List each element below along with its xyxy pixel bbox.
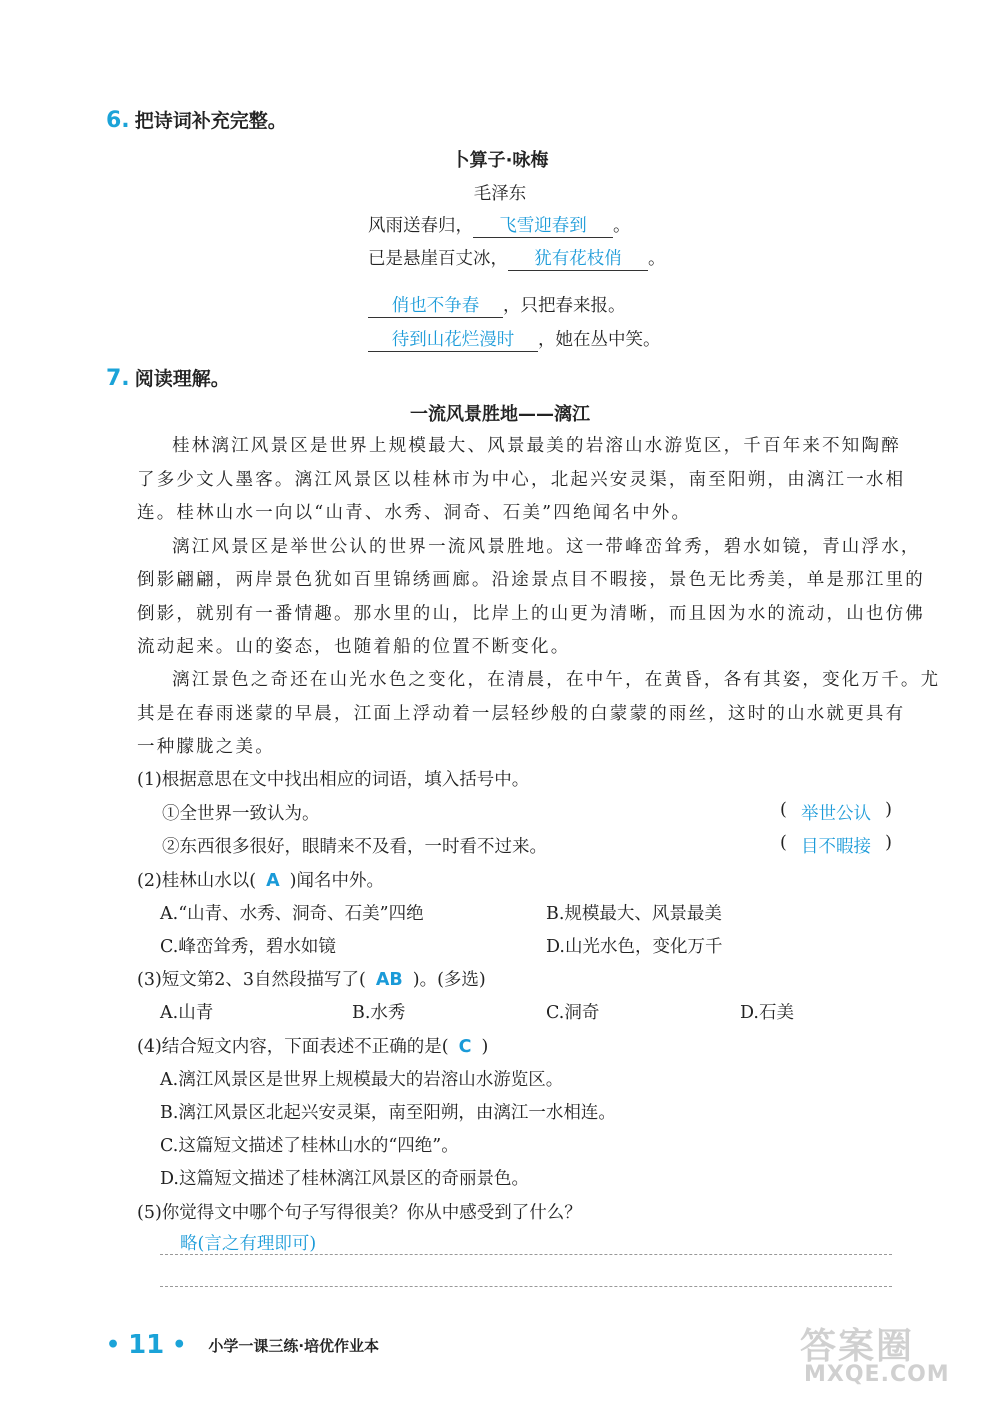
page-footer (106, 1330, 379, 1360)
sub3-answer: AB (375, 970, 403, 990)
poem-line-2: 已是悬崖百丈冰， 犹有花枝俏 。 (368, 245, 666, 271)
q7-header (106, 364, 230, 391)
q6-title: 把诗词补充完整。 (134, 110, 287, 132)
sub2-answer: A (266, 871, 280, 891)
sub1-item-1: ①全世界一致认为。 (162, 804, 320, 824)
passage-line: 流动起来。山的姿态，也随着船的位置不断变化。 (137, 637, 571, 657)
sub4-option-a: A.漓江风景区是世界上规模最大的岩溶山水游览区。 (160, 1070, 564, 1090)
passage-line: 漓江景色之奇还在山光水色之变化，在清晨，在中午，在黄昏，各有其姿，变化万千。尤 (172, 670, 941, 690)
q6-number: 6. (106, 108, 130, 133)
poem-answer-2: 犹有花枝俏 (508, 245, 648, 271)
bullet-icon: • (172, 1332, 187, 1358)
sub4-stem: (4)结合短文内容，下面表述不正确的是( C ) (137, 1037, 489, 1057)
bullet-icon: • (106, 1332, 121, 1358)
watermark-url: MXQE.COM (804, 1362, 950, 1387)
q7-title: 阅读理解。 (134, 368, 230, 390)
sub2-option-b: B.规模最大、风景最美 (546, 904, 722, 924)
poem-line-3: 俏也不争春 ，只把春来报。 (368, 292, 626, 318)
poem-line-1: 风雨送春归， 飞雪迎春到 。 (368, 212, 631, 238)
sub2-stem: (2)桂林山水以( A )闻名中外。 (137, 871, 384, 891)
sub1-stem: (1)根据意思在文中找出相应的词语，填入括号中。 (137, 770, 530, 790)
q6-header (106, 106, 287, 133)
sub1-answer-1-box: ( 举世公认 ) (780, 800, 892, 824)
q7-number: 7. (106, 366, 130, 391)
sub4-answer: C (458, 1037, 472, 1057)
sub3-option-b: B.水秀 (352, 1003, 406, 1023)
poem-answer-4: 待到山花烂漫时 (368, 326, 538, 352)
sub2-option-a: A.“山青、水秀、洞奇、石美”四绝 (160, 904, 424, 924)
sub2-option-d: D.山光水色，变化万千 (546, 937, 723, 957)
answer-line-2 (160, 1286, 892, 1287)
sub4-option-b: B.漓江风景区北起兴安灵渠，南至阳朔，由漓江一水相连。 (160, 1103, 616, 1123)
sub5-stem: (5)你觉得文中哪个句子写得很美？你从中感受到了什么？ (137, 1203, 582, 1223)
sub4-option-d: D.这篇短文描述了桂林漓江风景区的奇丽景色。 (160, 1169, 529, 1189)
sub3-option-c: C.洞奇 (546, 1003, 600, 1023)
sub1-item-2: ②东西很多很好，眼睛来不及看，一时看不过来。 (162, 837, 547, 857)
poem-title: 卜算子·咏梅 (451, 150, 549, 171)
sub4-option-c: C.这篇短文描述了桂林山水的“四绝”。 (160, 1136, 459, 1156)
sub1-answer-2-box: ( 目不暇接 ) (780, 833, 892, 857)
passage-line: 桂林漓江风景区是世界上规模最大、风景最美的岩溶山水游览区，千百年来不知陶醉 (172, 436, 901, 456)
sub3-option-a: A.山青 (160, 1003, 214, 1023)
passage-line: 其是在春雨迷蒙的早晨，江面上浮动着一层轻纱般的白蒙蒙的雨丝，这时的山水就更具有 (137, 704, 906, 724)
page-number: 11 (128, 1330, 165, 1360)
book-title: 小学一课三练·培优作业本 (208, 1336, 380, 1355)
sub5-answer: 略(言之有理即可) (180, 1234, 317, 1254)
passage-line: 一种朦胧之美。 (137, 737, 275, 757)
poem-line-4: 待到山花烂漫时 ，她在丛中笑。 (368, 326, 661, 352)
passage-line: 了多少文人墨客。漓江风景区以桂林市为中心，北起兴安灵渠，南至阳朔，由漓江一水相 (137, 470, 906, 490)
sub1-answer-2: 目不暇接 (801, 837, 871, 857)
passage-line: 倒影翩翩，两岸景色犹如百里锦绣画廊。沿途景点目不暇接，景色无比秀美，单是那江里的 (137, 570, 925, 590)
passage-line: 连。桂林山水一向以“山青、水秀、洞奇、石美”四绝闻名中外。 (137, 503, 692, 523)
answer-line-1 (160, 1230, 892, 1255)
sub1-answer-1: 举世公认 (801, 804, 871, 824)
sub3-option-d: D.石美 (740, 1003, 794, 1023)
poem-answer-3: 俏也不争春 (368, 292, 503, 318)
watermark-logo: 答案圈 (800, 1326, 915, 1367)
passage-title: 一流风景胜地——漓江 (410, 404, 590, 425)
passage-line: 漓江风景区是举世公认的世界一流风景胜地。这一带峰峦耸秀，碧水如镜，青山浮水， (172, 537, 921, 557)
sub2-option-c: C.峰峦耸秀，碧水如镜 (160, 937, 336, 957)
sub3-stem: (3)短文第2、3自然段描写了( AB )。(多选) (137, 970, 486, 990)
poem-author: 毛泽东 (473, 184, 527, 204)
passage-line: 倒影，就别有一番情趣。那水里的山，比岸上的山更为清晰，而且因为水的流动，山也仿佛 (137, 604, 925, 624)
poem-answer-1: 飞雪迎春到 (473, 212, 613, 238)
